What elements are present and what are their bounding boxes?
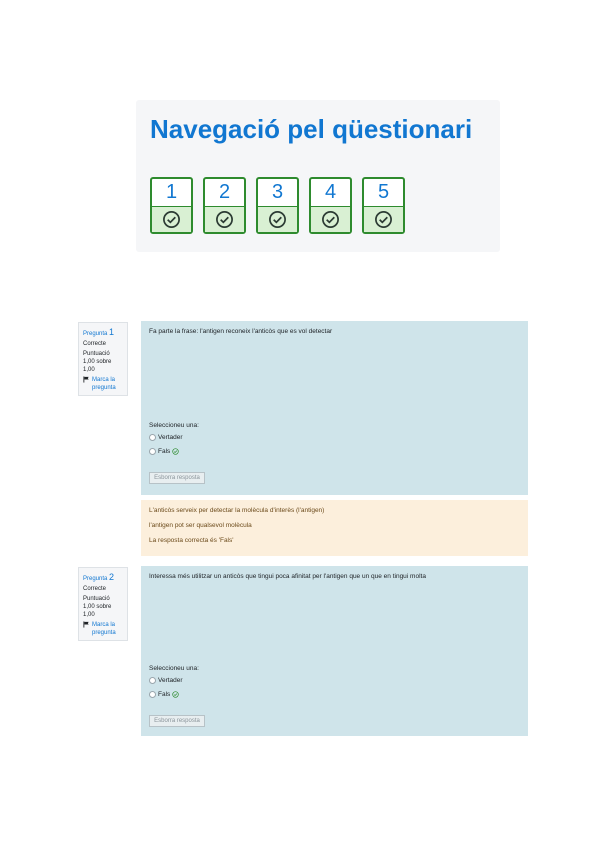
check-circle-icon bbox=[258, 206, 297, 232]
question-nav-number: 5 bbox=[377, 181, 390, 203]
quiz-navigation-buttons bbox=[150, 177, 405, 234]
clear-answer-button[interactable]: Esborra resposta bbox=[149, 472, 205, 484]
question-feedback-1 bbox=[141, 500, 528, 556]
question-nav-button-5[interactable] bbox=[362, 177, 405, 234]
option-false[interactable] bbox=[149, 690, 179, 699]
check-circle-icon bbox=[364, 206, 403, 232]
question-info-2 bbox=[78, 567, 128, 641]
radio-selected-icon[interactable] bbox=[149, 691, 156, 698]
correct-check-icon bbox=[172, 448, 179, 455]
option-label: Vertader bbox=[158, 677, 183, 684]
feedback-specific: l'antigen pot ser qualsevol molècula bbox=[149, 522, 252, 529]
feedback-right-answer: La resposta correcta és 'Fals' bbox=[149, 537, 234, 544]
answer-prompt: Seleccioneu una: bbox=[149, 422, 199, 429]
question-nav-number: 1 bbox=[165, 181, 178, 203]
question-number: 1 bbox=[109, 327, 115, 337]
question-info-1 bbox=[78, 322, 128, 396]
question-nav-button-2[interactable] bbox=[203, 177, 246, 234]
flag-question-link[interactable] bbox=[83, 376, 123, 392]
radio-unselected-icon[interactable] bbox=[149, 434, 156, 441]
quiz-navigation-title: Navegació pel qüestionari bbox=[150, 114, 473, 144]
question-nav-number: 4 bbox=[324, 181, 337, 203]
option-true[interactable] bbox=[149, 433, 183, 442]
question-prefix: Pregunta bbox=[83, 331, 108, 337]
question-nav-number: 2 bbox=[218, 181, 231, 203]
radio-selected-icon[interactable] bbox=[149, 448, 156, 455]
question-number-label bbox=[83, 573, 123, 583]
question-prefix: Pregunta bbox=[83, 576, 108, 582]
question-nav-button-3[interactable] bbox=[256, 177, 299, 234]
question-grade: Puntuació 1,00 sobre 1,00 bbox=[83, 351, 112, 373]
question-nav-button-4[interactable] bbox=[309, 177, 352, 234]
question-content-2 bbox=[141, 566, 528, 736]
question-content-1 bbox=[141, 321, 528, 495]
answer-prompt: Seleccioneu una: bbox=[149, 665, 199, 672]
check-circle-icon bbox=[152, 206, 191, 232]
quiz-navigation-block bbox=[136, 100, 500, 252]
question-status: Correcte bbox=[83, 341, 107, 347]
question-nav-number: 3 bbox=[271, 181, 284, 203]
question-grade: Puntuació 1,00 sobre 1,00 bbox=[83, 596, 112, 618]
flag-question-label: Marca la pregunta bbox=[92, 377, 116, 391]
option-label: Vertader bbox=[158, 434, 183, 441]
check-circle-icon bbox=[205, 206, 244, 232]
option-false[interactable] bbox=[149, 447, 179, 456]
option-true[interactable] bbox=[149, 676, 183, 685]
question-number-label bbox=[83, 328, 123, 338]
clear-answer-button[interactable]: Esborra resposta bbox=[149, 715, 205, 727]
question-text: Interessa més utilitzar un anticòs que tingui poca afinitat per l'antigen que un que en tingui molta bbox=[149, 573, 426, 580]
check-circle-icon bbox=[311, 206, 350, 232]
option-label: Fals bbox=[158, 448, 171, 455]
question-number: 2 bbox=[109, 572, 115, 582]
flag-icon bbox=[83, 376, 90, 383]
flag-question-label: Marca la pregunta bbox=[92, 622, 116, 636]
option-label: Fals bbox=[158, 691, 171, 698]
question-nav-button-1[interactable] bbox=[150, 177, 193, 234]
radio-unselected-icon[interactable] bbox=[149, 677, 156, 684]
question-status: Correcte bbox=[83, 586, 107, 592]
flag-question-link[interactable] bbox=[83, 621, 123, 637]
correct-check-icon bbox=[172, 691, 179, 698]
question-text: Fa parte la frase: l'antigen reconeix l'anticòs que es vol detectar bbox=[149, 328, 333, 335]
flag-icon bbox=[83, 621, 90, 628]
feedback-general: L'anticòs serveix per detectar la molècula d'interès (l'antigen) bbox=[149, 507, 325, 514]
